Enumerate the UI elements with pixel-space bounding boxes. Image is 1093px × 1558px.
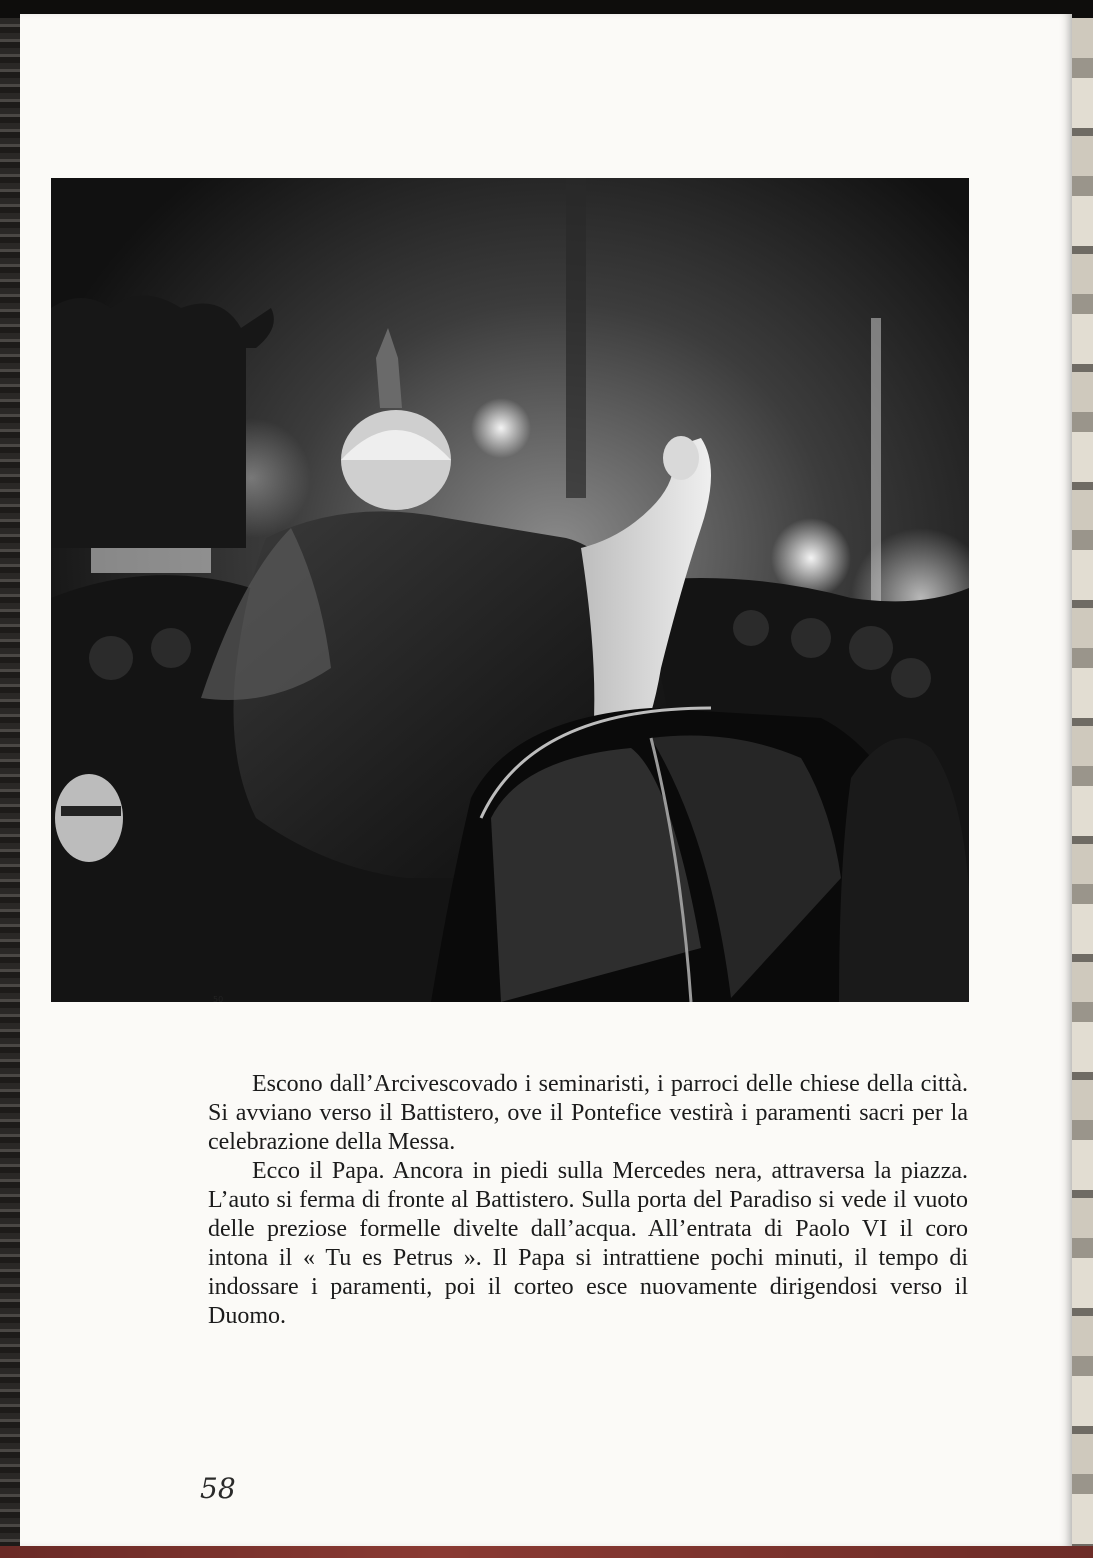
page-number: 58 bbox=[200, 1472, 236, 1505]
photo-caption-number: 50 bbox=[213, 995, 224, 1004]
paragraph-1: Escono dall’Arcivescovado i seminaristi, i parroci delle chiese della città. Si avviano verso il Battistero, ove il Pontefice vestirà i paramenti sacri per la celebrazione della Messa. bbox=[208, 1071, 968, 1155]
book-page bbox=[20, 14, 1072, 1546]
photograph-pope-blessing-crowd bbox=[51, 178, 969, 1002]
book-spine-edge bbox=[0, 18, 20, 1546]
body-text bbox=[208, 1070, 968, 1331]
papal-motorcade-photo-icon bbox=[51, 178, 969, 1002]
next-page-edge bbox=[1072, 18, 1093, 1546]
scan-border-bottom bbox=[0, 1546, 1093, 1558]
paragraph-2: Ecco il Papa. Ancora in piedi sulla Mercedes nera, attraversa la piazza. L’auto si ferma di fronte al Battistero. Sulla porta del Paradiso si vede il vuoto delle preziose formelle divelte dall’acqua. All’entrata di Paolo VI il coro intona il « Tu es Petrus ». Il Papa si intrattiene pochi minuti, il tempo di indossare i paramenti, poi il corteo esce nuovamente dirigendosi verso il Duomo. bbox=[208, 1158, 968, 1329]
